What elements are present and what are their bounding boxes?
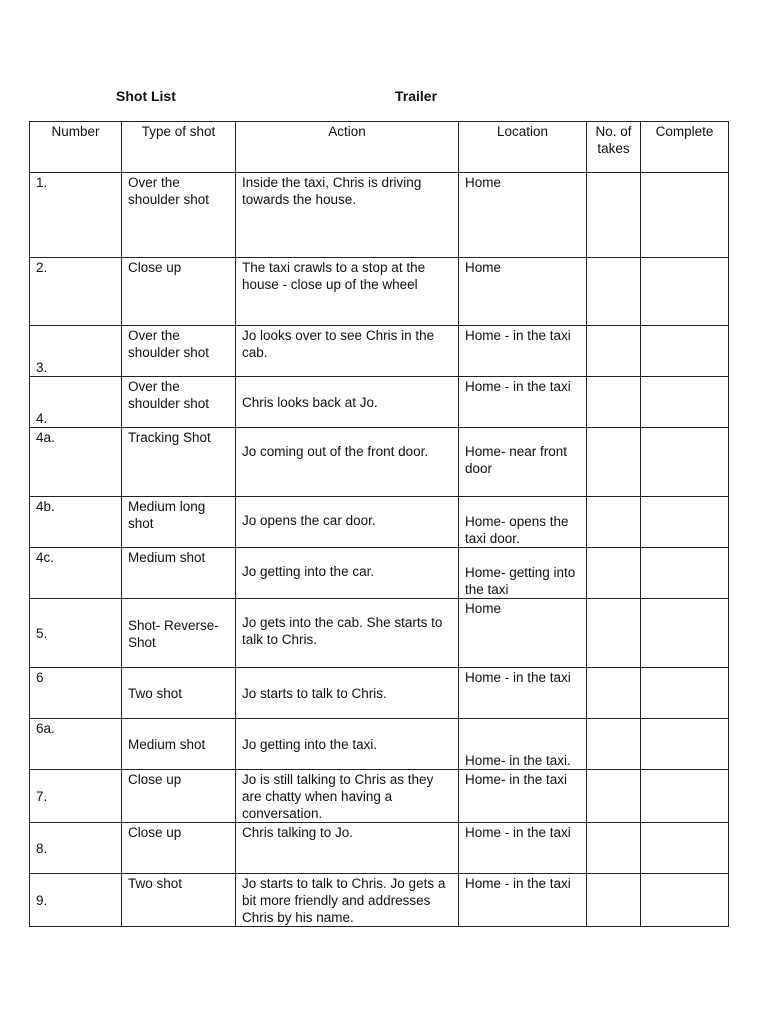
cell-action: Chris looks back at Jo. (236, 377, 459, 428)
table-row (30, 668, 729, 719)
table-row (30, 497, 729, 548)
cell-complete (641, 599, 729, 668)
cell-action: Jo getting into the taxi. (236, 719, 459, 770)
cell-complete (641, 874, 729, 927)
cell-complete (641, 377, 729, 428)
cell-number: 6 (30, 668, 122, 719)
header-number: Number (30, 122, 122, 173)
cell-type: Tracking Shot (122, 428, 236, 497)
cell-takes (587, 258, 641, 326)
cell-location: Home (459, 599, 587, 668)
table-row (30, 548, 729, 599)
cell-type: Medium long shot (122, 497, 236, 548)
cell-location: Home- opens the taxi door. (459, 497, 587, 548)
cell-action: Chris talking to Jo. (236, 823, 459, 874)
cell-number: 5. (30, 599, 122, 668)
cell-complete (641, 173, 729, 258)
cell-complete (641, 428, 729, 497)
cell-action: Jo starts to talk to Chris. Jo gets a bit more friendly and addresses Chris by his name. (236, 874, 459, 927)
cell-location: Home- getting into the taxi (459, 548, 587, 599)
cell-type: Over the shoulder shot (122, 173, 236, 258)
header-action: Action (236, 122, 459, 173)
cell-action: Jo looks over to see Chris in the cab. (236, 326, 459, 377)
cell-location: Home (459, 173, 587, 258)
table-row (30, 173, 729, 258)
cell-location: Home - in the taxi (459, 326, 587, 377)
cell-type: Over the shoulder shot (122, 326, 236, 377)
cell-takes (587, 823, 641, 874)
cell-type: Two shot (122, 874, 236, 927)
cell-takes (587, 548, 641, 599)
table-row (30, 599, 729, 668)
cell-action: Jo gets into the cab. She starts to talk to Chris. (236, 599, 459, 668)
shot-list-table (29, 121, 729, 927)
cell-takes (587, 428, 641, 497)
cell-type: Close up (122, 823, 236, 874)
cell-complete (641, 668, 729, 719)
cell-location: Home - in the taxi (459, 823, 587, 874)
header-complete: Complete (641, 122, 729, 173)
cell-takes (587, 719, 641, 770)
table-row (30, 377, 729, 428)
cell-location: Home- in the taxi (459, 770, 587, 823)
table-row (30, 258, 729, 326)
cell-takes (587, 874, 641, 927)
cell-takes (587, 668, 641, 719)
cell-complete (641, 719, 729, 770)
cell-type: Over the shoulder shot (122, 377, 236, 428)
cell-action: Jo coming out of the front door. (236, 428, 459, 497)
table-header-row (30, 122, 729, 173)
table-row (30, 428, 729, 497)
cell-takes (587, 770, 641, 823)
cell-number: 2. (30, 258, 122, 326)
cell-location: Home - in the taxi (459, 668, 587, 719)
cell-number: 3. (30, 326, 122, 377)
cell-type: Close up (122, 258, 236, 326)
table-row (30, 874, 729, 927)
table-row (30, 719, 729, 770)
cell-location: Home (459, 258, 587, 326)
cell-action: Jo is still talking to Chris as they are chatty when having a conversation. (236, 770, 459, 823)
cell-location: Home - in the taxi (459, 377, 587, 428)
cell-complete (641, 497, 729, 548)
cell-number: 9. (30, 874, 122, 927)
cell-takes (587, 377, 641, 428)
cell-takes (587, 497, 641, 548)
cell-takes (587, 326, 641, 377)
cell-number: 8. (30, 823, 122, 874)
cell-number: 4. (30, 377, 122, 428)
cell-number: 7. (30, 770, 122, 823)
cell-action: Inside the taxi, Chris is driving towards the house. (236, 173, 459, 258)
cell-complete (641, 326, 729, 377)
header-location: Location (459, 122, 587, 173)
cell-action: Jo getting into the car. (236, 548, 459, 599)
cell-complete (641, 548, 729, 599)
header-type-of-shot: Type of shot (122, 122, 236, 173)
trailer-heading: Trailer (395, 88, 438, 104)
shot-list-heading: Shot List (116, 88, 176, 104)
cell-number: 1. (30, 173, 122, 258)
cell-number: 6a. (30, 719, 122, 770)
cell-action: The taxi crawls to a stop at the house - close up of the wheel (236, 258, 459, 326)
cell-number: 4b. (30, 497, 122, 548)
cell-number: 4c. (30, 548, 122, 599)
cell-complete (641, 258, 729, 326)
cell-type: Close up (122, 770, 236, 823)
table-row (30, 770, 729, 823)
cell-location: Home- near front door (459, 428, 587, 497)
cell-takes (587, 173, 641, 258)
cell-location: Home- in the taxi. (459, 719, 587, 770)
cell-number: 4a. (30, 428, 122, 497)
header-no-of-takes: No. of takes (587, 122, 641, 173)
cell-type: Shot- Reverse- Shot (122, 599, 236, 668)
cell-type: Medium shot (122, 719, 236, 770)
table-row (30, 823, 729, 874)
cell-location: Home - in the taxi (459, 874, 587, 927)
cell-type: Medium shot (122, 548, 236, 599)
cell-action: Jo opens the car door. (236, 497, 459, 548)
cell-action: Jo starts to talk to Chris. (236, 668, 459, 719)
cell-complete (641, 823, 729, 874)
table-row (30, 326, 729, 377)
cell-type: Two shot (122, 668, 236, 719)
cell-complete (641, 770, 729, 823)
cell-takes (587, 599, 641, 668)
